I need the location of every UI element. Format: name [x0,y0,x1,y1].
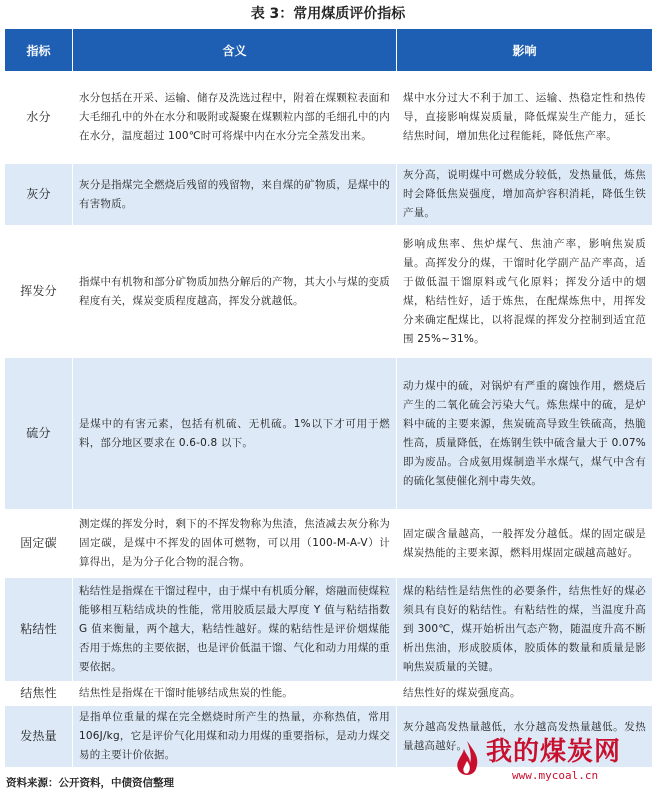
row-impact: 固定碳含量越高，一般挥发分越低。煤的固定碳是煤炭热能的主要来源，燃料用煤固定碳越高越好。 [397,510,653,578]
table-row [5,358,653,510]
row-name: 硫分 [5,358,73,510]
row-impact: 煤的粘结性是结焦性的必要条件，结焦性好的煤必须具有良好的粘结性。有粘结性的煤，当温度升高到 300℃，煤开始析出气态产物，随温度升高不断析出焦油，形成胶质体，胶质体的数量和质量是影响焦炭质量的关键。 [397,578,653,682]
row-name: 结焦性 [5,682,73,706]
coal-quality-table [4,28,653,768]
row-name: 挥发分 [5,226,73,358]
header-meaning: 含义 [73,29,397,72]
watermark-url: www.mycoal.cn [512,769,599,782]
header-indicator: 指标 [5,29,73,72]
header-impact: 影响 [397,29,653,72]
row-meaning: 指煤中有机物和部分矿物质加热分解后的产物，其大小与煤的变质程度有关，煤炭变质程度越高，挥发分就越低。 [73,226,397,358]
row-meaning: 是指单位重量的煤在完全燃烧时所产生的热量，亦称热值，常用 106J/kg，它是评价气化用煤和动力用煤的重要指标，是动力煤交易的主要计价依据。 [73,706,397,768]
row-impact: 煤中水分过大不利于加工、运输、热稳定性和热传导，直接影响煤炭质量，降低煤炭生产能力，延长结焦时间，增加焦化过程能耗，降低焦产率。 [397,72,653,164]
table-row [5,682,653,706]
source-note: 资料来源：公开资料，中债资信整理 [6,777,174,789]
flame-icon [452,739,482,779]
row-meaning: 水分包括在开采、运输、储存及洗选过程中，附着在煤颗粒表面和大毛细孔中的外在水分和吸附或凝聚在煤颗粒内部的毛细孔中的内在水分，温度超过 100℃时可将煤中内在水分完全蒸发出来。 [73,72,397,164]
table-title: 表 3：常用煤质评价指标 [250,6,406,22]
row-meaning: 是煤中的有害元素，包括有机硫、无机硫。1%以下才可用于燃料，部分地区要求在 0.6-0.8 以下。 [73,358,397,510]
table-row [5,72,653,164]
row-meaning: 粘结性是指煤在干馏过程中，由于煤中有机质分解，熔融而使煤粒能够相互粘结成块的性能，常用胶质层最大厚度 Y 值与粘结指数 G 值来衡量，两个越大，粘结性越好。煤的粘结性是评价烟煤能否用于炼焦的主要依据，也是评价低温干馏、气化和动力用煤的重要依据。 [73,578,397,682]
row-name: 发热量 [5,706,73,768]
table-row [5,510,653,578]
row-impact: 影响成焦率、焦炉煤气、焦油产率，影响焦炭质量。高挥发分的煤，干馏时化学副产品产率高，适于做低温干馏原料或气化原料；挥发分适中的烟煤，粘结性好，适于炼焦，在配煤炼焦中，用挥发分来确定配煤比，以将混煤的挥发分控制到适宜范围 25%~31%。 [397,226,653,358]
row-impact: 动力煤中的硫，对锅炉有严重的腐蚀作用，燃烧后产生的二氧化硫会污染大气。炼焦煤中的硫，是炉料中硫的主要来源，焦炭硫高导致生铁硫高，热脆性高，质量降低，在炼钢生铁中硫含量大于 0.07%即为废品。合成氨用煤制造半水煤气，煤气中含有的硫化氢使催化剂中毒失效。 [397,358,653,510]
row-meaning: 灰分是指煤完全燃烧后残留的残留物，来自煤的矿物质，是煤中的有害物质。 [73,164,397,226]
row-meaning: 测定煤的挥发分时，剩下的不挥发物称为焦渣，焦渣减去灰分称为固定碳，是煤中不挥发的固体可燃物，可以用（100-M-A-V）计算得出，是为分子化合物的混合物。 [73,510,397,578]
row-impact: 结焦性好的煤炭强度高。 [397,682,653,706]
table-header-row [5,29,653,72]
row-name: 灰分 [5,164,73,226]
table-row [5,578,653,682]
watermark-logo [452,735,642,787]
row-impact: 灰分越高发热量越低，水分越高发热量越低。发热量越高越好。 [397,706,653,768]
table-row [5,226,653,358]
watermark-text: 我的煤炭网 [486,737,622,767]
row-impact: 灰分高，说明煤中可燃成分较低，发热量低，炼焦时会降低焦炭强度，增加高炉容积消耗，降低生铁产量。 [397,164,653,226]
row-name: 粘结性 [5,578,73,682]
row-name: 固定碳 [5,510,73,578]
table-row [5,164,653,226]
row-meaning: 结焦性是指煤在干馏时能够结成焦炭的性能。 [73,682,397,706]
row-name: 水分 [5,72,73,164]
